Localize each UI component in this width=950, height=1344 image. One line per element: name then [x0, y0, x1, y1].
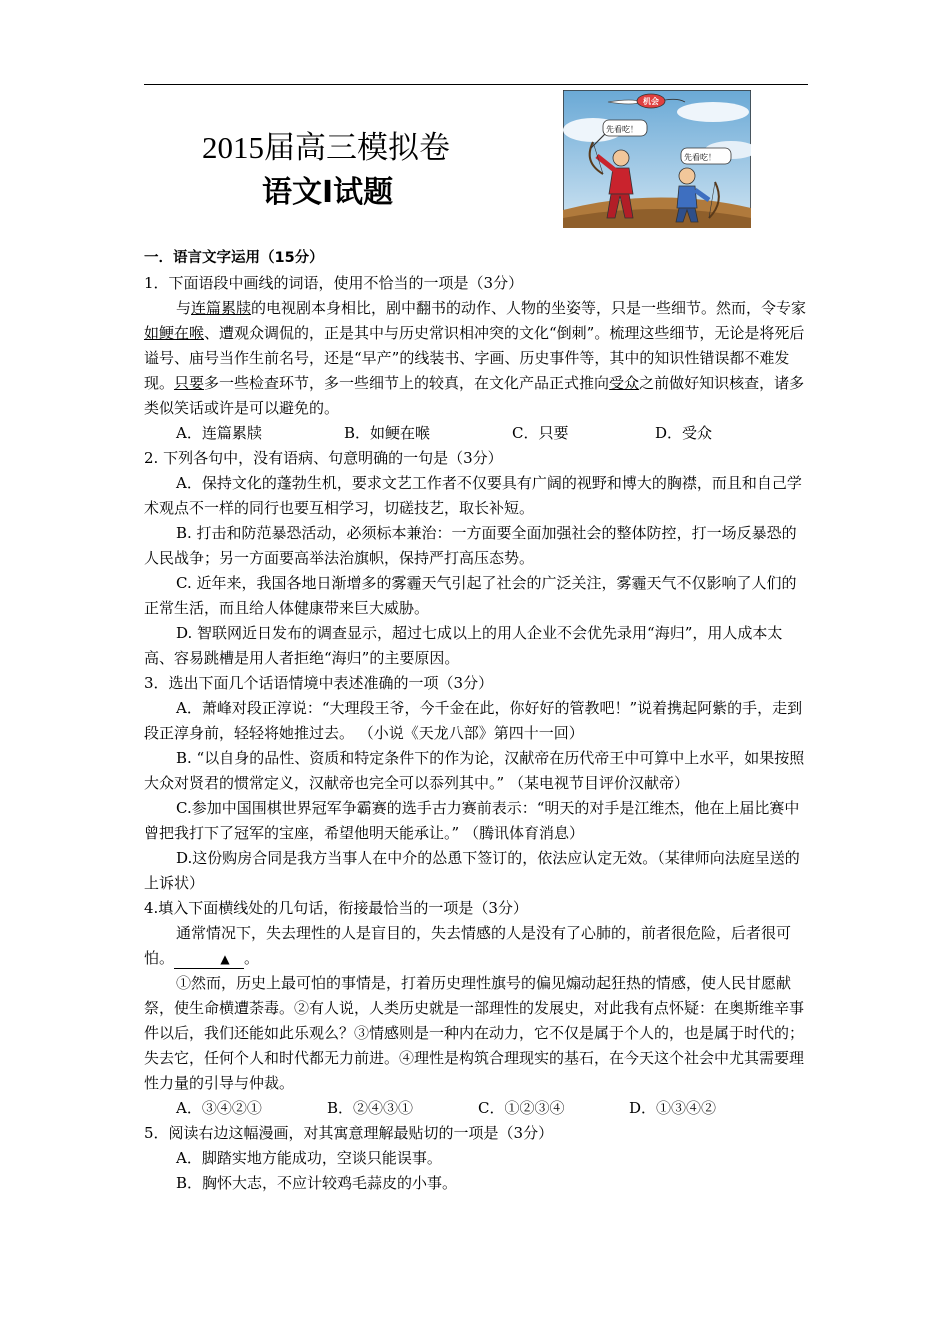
question-2-option-c: C. 近年来，我国各地日渐增多的雾霾天气引起了社会的广泛关注，雾霾天气不仅影响了人们的正常生活，而且给人体健康带来巨大威胁。 [144, 574, 797, 617]
question-2-option-b: B. 打击和防范暴恐活动，必须标本兼治：一方面要全面加强社会的整体防控，打一场反暴恐的人民战争；另一方面要高举法治旗帜，保持严打高压态势。 [144, 524, 797, 567]
question-4-stem: 4.填入下面横线处的几句话，衔接最恰当的一项是（3分） [144, 899, 528, 917]
exam-content [144, 246, 808, 1196]
underlined-word-2: 如鲠在喉 [144, 324, 205, 342]
option-c: C．①②③④ [478, 1099, 565, 1117]
option-b: B．如鲠在喉 [344, 424, 431, 442]
kite-label: 机会 [643, 97, 659, 106]
question-2-option-a: A．保持文化的蓬勃生机，要求文艺工作者不仅要具有广阔的视野和博大的胸襟，而且和自己学术观点不一样的同行也要互相学习，切磋技艺，取长补短。 [144, 474, 802, 517]
question-2-option-d: D. 智联网近日发布的调查显示，超过七成以上的用人企业不会优先录用“海归”，用人成本太高、容易跳槽是用人者拒绝“海归”的主要原因。 [144, 624, 783, 667]
option-d: D．①③④② [629, 1099, 717, 1117]
question-4-options [144, 1096, 808, 1121]
underlined-word-3: 只要 [174, 374, 205, 392]
option-d: D．受众 [655, 424, 713, 442]
question-4-passage: 通常情况下，失去理性的人是盲目的，失去情感的人是没有了心肺的，前者很危险，后者很可怕。 ▲ 。 [144, 924, 792, 967]
question-1-stem: 1．下面语段中画线的词语，使用不恰当的一项是（3分） [144, 274, 524, 292]
option-a: A．③④②① [176, 1099, 262, 1117]
question-3-option-b: B. “以自身的品性、资质和特定条件下的作为论，汉献帝在历代帝王中可算中上水平，如果按照大众对贤君的惯常定义，汉献帝也完全可以忝列其中。” （某电视节目评价汉献帝） [144, 749, 805, 792]
underlined-word-4: 受众 [609, 374, 640, 392]
question-1-options [144, 421, 808, 446]
question-5-option-b: B．胸怀大志，不应计较鸡毛蒜皮的小事。 [176, 1174, 458, 1192]
right-speech-bubble: 先看吃！ [684, 153, 716, 162]
section-heading: 一．语言文字运用（15分） [144, 250, 324, 266]
header-rule [144, 84, 808, 85]
question-5-option-a: A．脚踏实地方能成功，空谈只能误事。 [176, 1149, 442, 1167]
left-speech-bubble: 先看吃！ [606, 125, 638, 134]
option-b: B．②④③① [327, 1099, 414, 1117]
question-3-option-c: C.参加中国围棋世界冠军争霸赛的选手古力赛前表示：“明天的对手是江维杰，他在上届比赛中曾把我打下了冠军的宝座，希望他明天能承让。” （腾讯体育消息） [144, 799, 800, 842]
question-1-passage: 与连篇累牍的电视剧本身相比，剧中翻书的动作、人物的坐姿等，只是一些细节。然而，令专家如鲠在喉、遭观众调侃的，正是其中与历史常识相冲突的文化“倒刺”。梳理这些细节，无论是将死后谥号、庙号当作生前名号，还是“早产”的线装书、字画、历史事件等，其中的知识性错误都不难发现。只要多一些检查环节，多一些细节上的较真，在文化产品正式推向受众之前做好知识核查，诸多类似笑话或许是可以避免的。 [144, 299, 807, 417]
question-5-stem: 5．阅读右边这幅漫画，对其寓意理解最贴切的一项是（3分） [144, 1124, 554, 1142]
option-a: A．连篇累牍 [176, 424, 262, 442]
underlined-word-1: 连篇累牍 [191, 299, 252, 317]
question-3-option-d: D.这份购房合同是我方当事人在中介的怂恿下签订的，依法应认定无效。（某律师向法庭呈送的上诉状） [144, 849, 800, 892]
cartoon-image [563, 90, 751, 228]
exam-subtitle: 语文Ⅰ试题 [262, 175, 394, 210]
option-c: C．只要 [512, 424, 569, 442]
exam-title: 2015届高三模拟卷 [202, 130, 450, 165]
question-3-option-a: A．萧峰对段正淳说：“大理段王爷，今千金在此，你好好的管教吧！”说着携起阿紫的手，走到段正淳身前，轻轻将她推过去。 （小说《天龙八部》第四十一回） [144, 699, 803, 742]
answer-blank: ▲ [174, 950, 244, 969]
question-3-stem: 3．选出下面几个话语情境中表述准确的一项（3分） [144, 674, 494, 692]
question-4-sentences: ①然而，历史上最可怕的事情是，打着历史理性旗号的偏见煽动起狂热的情感，使人民甘愿献祭，使生命横遭荼毒。②有人说，人类历史就是一部理性的发展史，对此我有点怀疑：在奥斯维辛事件以后，我们还能如此乐观么？③情感则是一种内在动力，它不仅是属于个人的，也是属于时代的；失去它，任何个人和时代都无力前进。④理性是构筑合理现实的基石，在今天这个社会中尤其需要理性力量的引导与仲裁。 [144, 974, 805, 1092]
question-2-stem: 2. 下列各句中，没有语病、句意明确的一句是（3分） [144, 449, 503, 467]
